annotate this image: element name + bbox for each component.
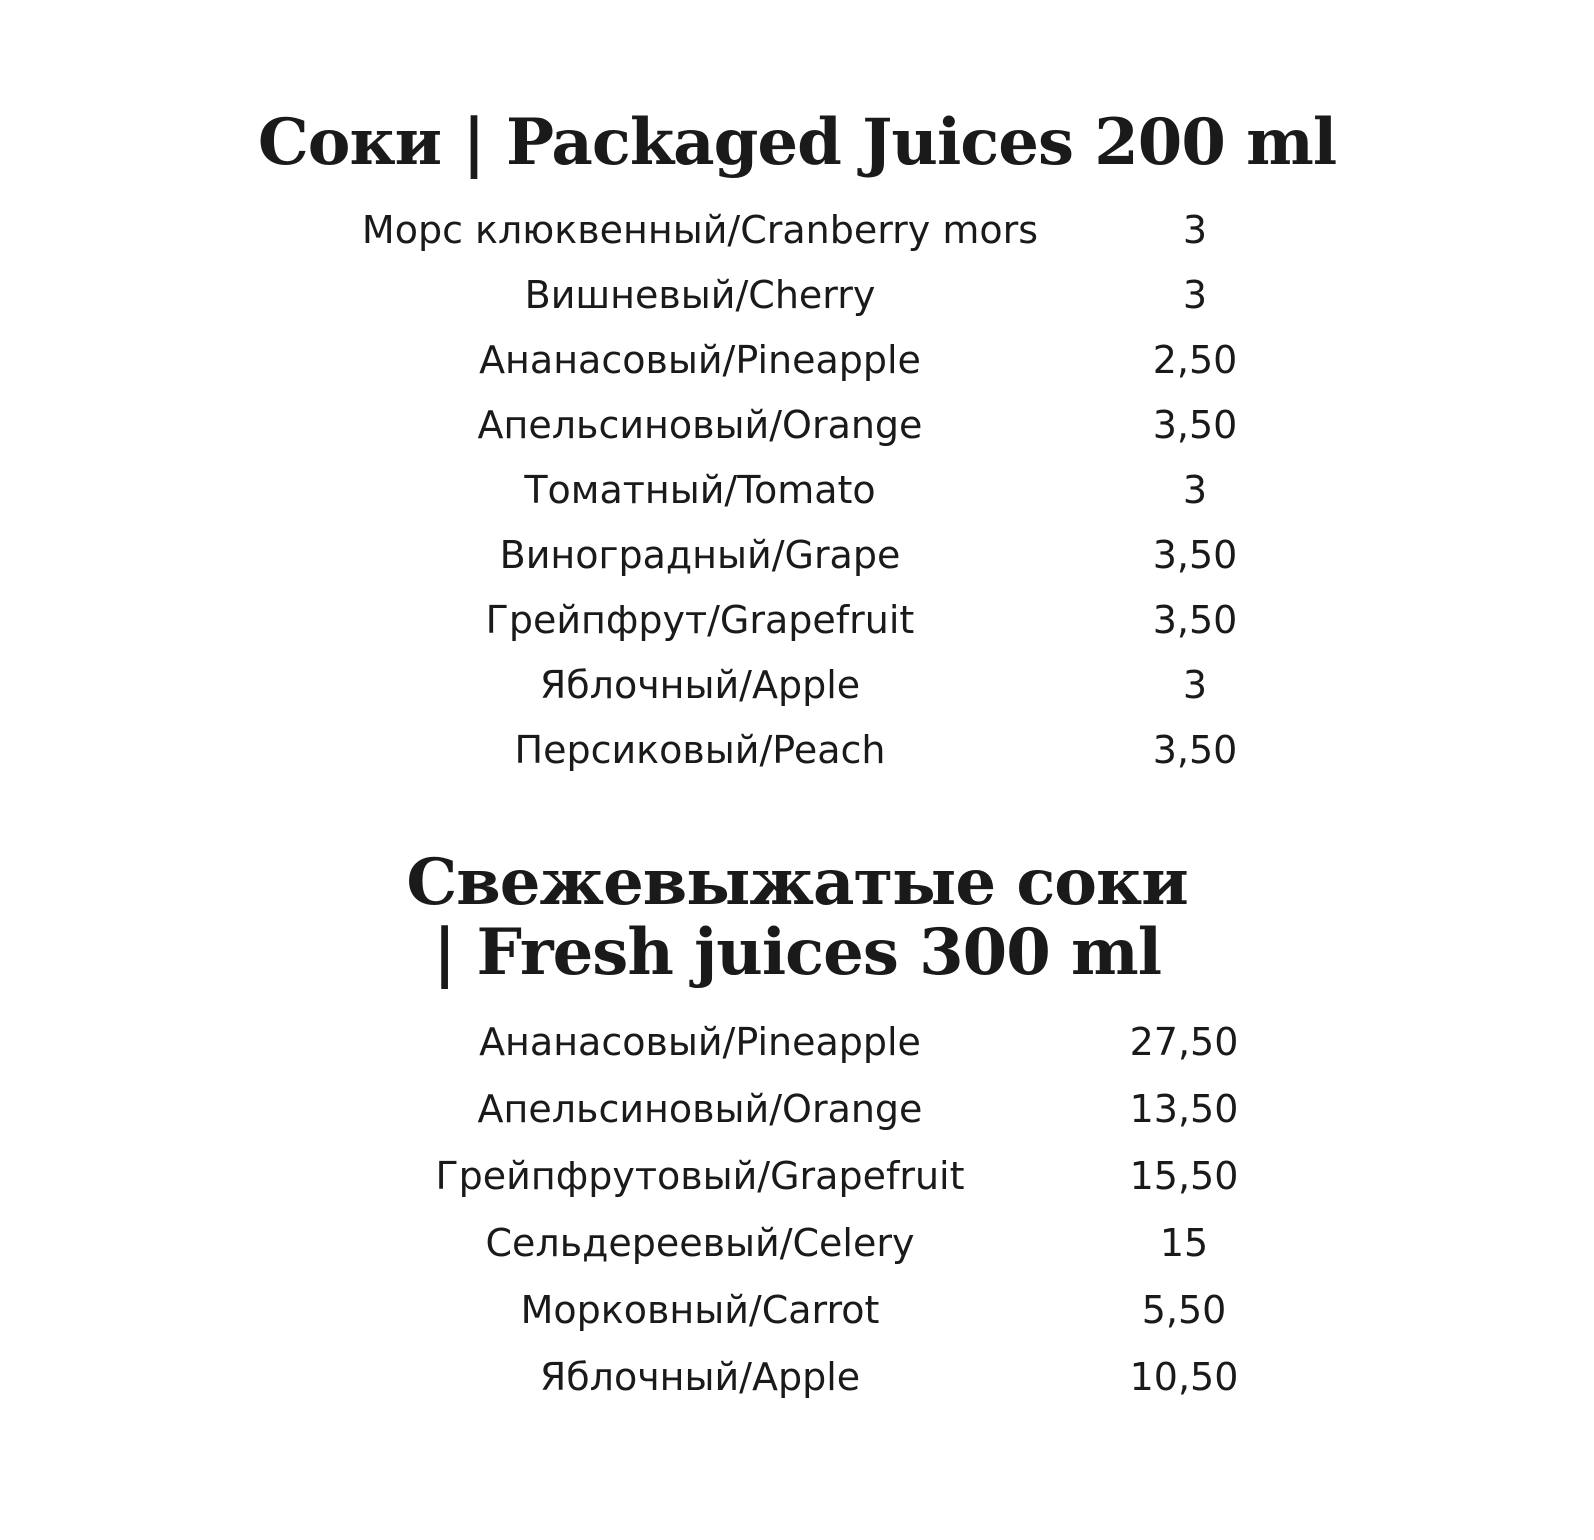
menu-row: [0, 590, 1594, 650]
menu-row: [0, 1213, 1594, 1273]
item-price: 10,50: [1129, 1355, 1239, 1399]
item-name: Апельсиновый/Orange: [477, 1087, 923, 1131]
menu-row: [0, 525, 1594, 585]
item-name: Морс клюквенный/Cranberry mors: [361, 208, 1039, 252]
item-name: Виноградный/Grape: [499, 533, 901, 577]
item-name: Апельсиновый/Orange: [477, 403, 923, 447]
item-price: 27,50: [1129, 1020, 1239, 1064]
item-name: Грейпфрутовый/Grapefruit: [435, 1154, 965, 1198]
item-name: Персиковый/Peach: [514, 728, 886, 772]
item-price: 3: [1182, 208, 1208, 252]
item-name: Ананасовый/Pineapple: [479, 1020, 921, 1064]
item-price: 2,50: [1152, 338, 1238, 382]
item-price: 3,50: [1152, 728, 1238, 772]
item-price: 3: [1182, 468, 1208, 512]
menu-row: [0, 1079, 1594, 1139]
item-name: Яблочный/Apple: [539, 663, 861, 707]
menu-row: [0, 1347, 1594, 1407]
section-title-fresh-juices-line2: | Fresh juices 300 ml: [432, 915, 1162, 990]
item-name: Сельдереевый/Celery: [485, 1221, 915, 1265]
item-price: 3: [1182, 663, 1208, 707]
item-price: 3,50: [1152, 533, 1238, 577]
item-name: Ананасовый/Pineapple: [479, 338, 921, 382]
menu-row: [0, 1012, 1594, 1072]
item-name: Вишневый/Cherry: [524, 273, 876, 317]
item-price: 15: [1159, 1221, 1209, 1265]
menu-row: [0, 655, 1594, 715]
item-price: 3: [1182, 273, 1208, 317]
menu-row: [0, 1280, 1594, 1340]
menu-row: [0, 330, 1594, 390]
menu-row: [0, 1146, 1594, 1206]
menu-row: [0, 395, 1594, 455]
item-price: 5,50: [1141, 1288, 1227, 1332]
item-price: 3,50: [1152, 598, 1238, 642]
item-name: Морковный/Carrot: [520, 1288, 880, 1332]
menu-row: [0, 265, 1594, 325]
menu-row: [0, 460, 1594, 520]
section-title-fresh-juices-line1: Свежевыжатые соки: [406, 845, 1188, 920]
item-price: 13,50: [1129, 1087, 1239, 1131]
section-title-packaged-juices: Соки | Packaged Juices 200 ml: [257, 105, 1337, 180]
item-price: 3,50: [1152, 403, 1238, 447]
item-name: Томатный/Tomato: [524, 468, 876, 512]
menu-row: [0, 200, 1594, 260]
item-name: Грейпфрут/Grapefruit: [485, 598, 915, 642]
item-price: 15,50: [1129, 1154, 1239, 1198]
menu-row: [0, 720, 1594, 780]
item-name: Яблочный/Apple: [539, 1355, 861, 1399]
